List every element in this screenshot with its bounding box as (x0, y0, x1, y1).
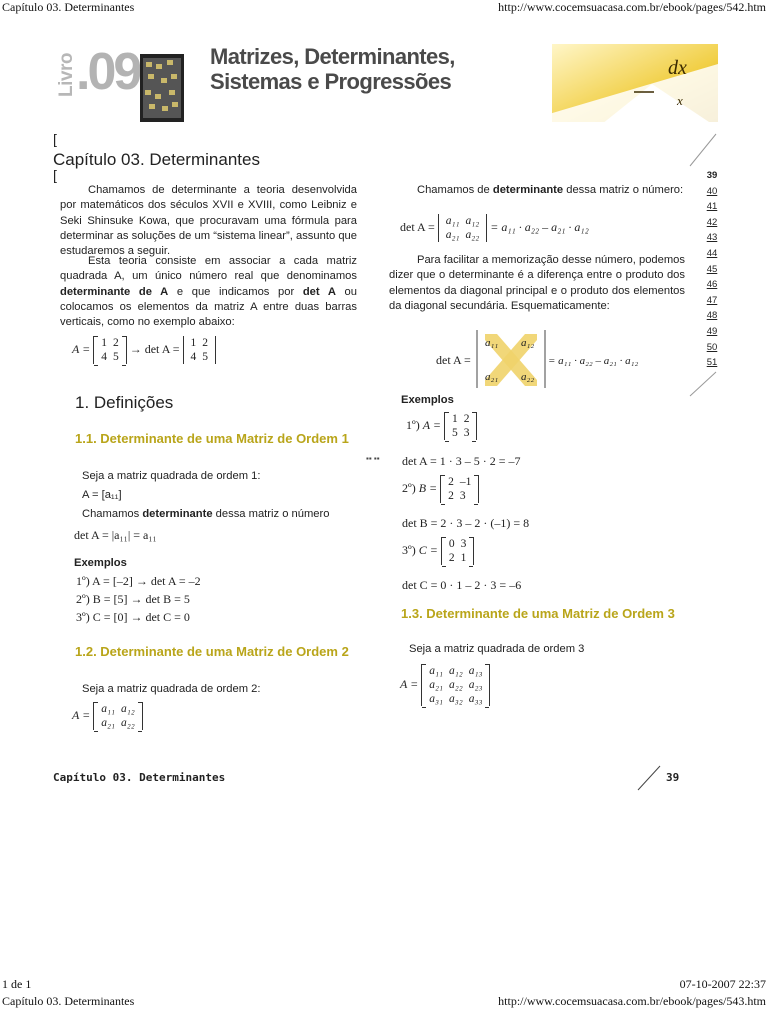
o3-a21: a₂₁ (429, 679, 443, 691)
page-link-44[interactable]: 44 (706, 247, 718, 259)
e3-matrix-brackets (441, 537, 475, 565)
order1-formula: det A = |a₁₁| = a₁₁ (74, 528, 157, 542)
page-nav-link (697, 324, 727, 340)
banner-dx-text: dx (668, 57, 687, 79)
page-link-48[interactable]: 48 (706, 310, 718, 322)
page-link-45[interactable]: 45 (706, 263, 718, 275)
book-label (54, 50, 77, 98)
ex-m11: 1 (101, 337, 107, 349)
order3-matrix-formula (400, 664, 490, 706)
book-title-line2: Sistemas e Progressões (210, 69, 452, 94)
scheme-lhs: det A = (436, 353, 471, 367)
order2-a21: a₂₁ (101, 717, 115, 729)
p2-bold-det: det A (302, 285, 336, 298)
scheme-a22: a₂₂ (521, 371, 535, 383)
p2-text-c: e que indicamos por (168, 285, 303, 298)
e2-lhs: B = (418, 480, 438, 495)
order3-matrix-brackets (421, 664, 490, 706)
order2-a12: a₁₂ (120, 703, 135, 715)
p2-text-a: Esta teoria consiste em associar a cada matriz quadrada A, um único número real que denominamos (60, 255, 357, 283)
e3-m11: 0 (448, 538, 455, 550)
scheme-diagram (475, 328, 547, 390)
page-link-46[interactable]: 46 (706, 279, 718, 291)
banner-x-text: x (677, 93, 683, 108)
page-nav-link (697, 199, 727, 215)
page-nav-current: 39 (706, 170, 718, 181)
p2-text-e: ou colocamos os elementos da matriz A entre duas barras verticais, como no exemplo abaixo: (60, 285, 357, 329)
order1-matrix: A = [a₁₁] (82, 489, 122, 501)
footer-slash-icon (636, 764, 662, 792)
e3-lhs: C = (418, 542, 438, 557)
e2-label: 2º) (402, 480, 416, 495)
o3-a32: a₃₂ (448, 693, 463, 705)
example-2-matrix (402, 475, 479, 503)
o3-a11: a₁₁ (429, 665, 443, 677)
page-link-40[interactable]: 40 (706, 185, 718, 197)
order2-lhs: A = (72, 707, 91, 722)
print-page-count: 1 de 1 (2, 977, 32, 991)
o3-a31: a₃₁ (429, 693, 443, 705)
det-a11: a₁₁ (445, 215, 460, 227)
banner-math-image (522, 44, 718, 124)
ex-lhs: A = (72, 341, 91, 356)
e2-m12: –1 (459, 476, 472, 488)
scheme-rhs: = a₁₁ · a₂₂ – a₂₁ · a₁₂ (548, 355, 639, 367)
order2-a11: a₁₁ (101, 703, 115, 715)
o3-a13: a₁₃ (468, 665, 483, 677)
print-next-url[interactable]: http://www.cocemsuacasa.com.br/ebook/pages/543.htm (498, 994, 766, 1008)
page-nav-link (697, 293, 727, 309)
ex-d12: 2 (202, 337, 208, 349)
order2-matrix-formula (72, 702, 143, 730)
e1-m12: 2 (463, 413, 470, 425)
chapter-title: Capítulo 03. Determinantes (53, 150, 260, 169)
o3-a23: a₂₃ (468, 679, 483, 691)
e2-m21: 2 (448, 490, 454, 502)
page-link-47[interactable]: 47 (706, 294, 718, 306)
order2-intro: Seja a matriz quadrada de ordem 2: (82, 683, 261, 695)
e1-matrix-brackets (444, 412, 478, 440)
order2-det-formula (400, 214, 589, 242)
footer-page-number: 39 (666, 771, 680, 784)
e2-m11: 2 (448, 476, 454, 488)
e2-matrix-brackets (440, 475, 479, 503)
det-a12: a₁₂ (465, 215, 480, 227)
ex-mid: → det A = (129, 341, 180, 356)
page-nav-link (697, 184, 727, 200)
order1-example-3: 3º) C = [0] → det C = 0 (76, 610, 190, 624)
order2-a22: a₂₂ (120, 717, 135, 729)
page-nav-link (697, 277, 727, 293)
intro-paragraph-2 (60, 254, 357, 330)
scheme-a21: a₂₁ (485, 371, 499, 383)
heading-definitions: 1. Definições (75, 393, 174, 412)
rp1-bold: determinante (492, 184, 564, 196)
footer-chapter-title: Capítulo 03. Determinantes (53, 771, 226, 784)
e3-m22: 1 (460, 552, 467, 564)
e1-lhs: A = (422, 417, 441, 432)
book-number: .09 (76, 43, 140, 101)
order1-def-a: Chamamos (82, 508, 143, 520)
page-nav-link (697, 215, 727, 231)
example-2-result: det B = 2 · 3 – 2 · (–1) = 8 (402, 516, 530, 530)
right-paragraph-2: Para facilitar a memorização desse número, podemos dizer que o determinante é a diferença entre o produto dos elementos da diagonal principal e o produto dos elementos da diagonal secundária. Esquematicamente: (389, 254, 686, 312)
example-3-result: det C = 0 · 1 – 2 · 3 = –6 (402, 578, 522, 592)
example-1-result: det A = 1 · 3 – 5 · 2 = –7 (402, 454, 521, 468)
det-lhs: det A = (400, 219, 435, 234)
bracket-marker-top: [ (53, 131, 57, 147)
page-link-51[interactable]: 51 (706, 357, 718, 369)
ex-d22: 5 (202, 351, 208, 363)
example-1-matrix (406, 412, 477, 440)
e3-label: 3º) (402, 542, 416, 557)
order1-intro: Seja a matriz quadrada de ordem 1: (82, 470, 261, 482)
ex-m22: 5 (112, 351, 119, 363)
page-link-41[interactable]: 41 (706, 201, 718, 213)
ex-matrix-bars (183, 336, 217, 364)
print-timestamp: 07-10-2007 22:37 (679, 977, 766, 991)
bracket-marker-bottom: [ (53, 167, 57, 183)
rp1-c: dessa matriz o número: (563, 184, 684, 196)
e1-m22: 3 (463, 427, 470, 439)
page-nav-link (697, 230, 727, 246)
right-paragraph-1 (389, 183, 685, 198)
e2-m22: 3 (459, 490, 466, 502)
example-3-matrix (402, 537, 474, 565)
intro-paragraph-1: Chamamos de determinante a teoria desenvolvida por matemáticos dos séculos XVII e XVIII, como Leibniz e Seki Shinsuke Kowa, que procuravam uma fórmula para determinar as soluções de um “sistema linear”, assunto que estudaremos a seguir. (60, 184, 357, 258)
nav-bottom-decoration (686, 370, 720, 400)
page-link-42[interactable]: 42 (706, 216, 718, 228)
det-a21: a₂₁ (445, 229, 460, 241)
det-a22: a₂₂ (465, 229, 480, 241)
page-nav-link (697, 340, 727, 356)
e1-m11: 1 (451, 413, 458, 425)
ex-m21: 4 (101, 351, 107, 363)
order3-lhs: A = (400, 676, 419, 691)
order1-examples-heading: Exemplos (74, 557, 127, 569)
book-label-text: Livro (56, 53, 77, 97)
rp1-a: Chamamos de (417, 184, 493, 196)
order1-example-1: 1º) A = [–2] → det A = –2 (76, 574, 201, 588)
book-title-line1: Matrizes, Determinantes, (210, 44, 455, 69)
det-matrix-bars (438, 214, 488, 242)
order1-example-2: 2º) B = [5] → det B = 5 (76, 592, 190, 606)
ex-d21: 4 (190, 351, 197, 363)
o3-a33: a₃₃ (468, 693, 483, 705)
print-header-title: Capítulo 03. Determinantes (2, 0, 135, 14)
e3-m12: 3 (460, 538, 467, 550)
o3-a12: a₁₂ (448, 665, 463, 677)
scheme-a12: a₁₂ (521, 337, 535, 349)
order3-intro: Seja a matriz quadrada de ordem 3 (409, 643, 585, 655)
order1-def-c: dessa matriz o número (212, 508, 330, 520)
heading-order-1: 1.1. Determinante de uma Matriz de Ordem 1 (75, 431, 349, 446)
order2-matrix-brackets (93, 702, 143, 730)
order1-def-bold: determinante (142, 508, 213, 520)
page-link-50[interactable]: 50 (706, 341, 718, 353)
ex-d11: 1 (190, 337, 197, 349)
page-link-43[interactable]: 43 (706, 232, 718, 244)
scheme-a11: a₁₁ (485, 337, 499, 349)
page-navigation (697, 168, 727, 371)
page-nav-link (697, 262, 727, 278)
abacus-image (134, 50, 190, 126)
p2-bold-det-a: determinante de A (60, 285, 169, 298)
page-nav-link (697, 355, 727, 371)
order1-def (82, 508, 329, 520)
ex-matrix-brackets (93, 336, 127, 364)
book-title (210, 44, 455, 94)
heading-order-2: 1.2. Determinante de uma Matriz de Ordem 2 (75, 644, 349, 659)
right-examples-heading: Exemplos (401, 394, 454, 406)
page-nav-link (697, 246, 727, 262)
heading-order-3: 1.3. Determinante de uma Matriz de Ordem 3 (401, 606, 675, 621)
nav-top-decoration (686, 130, 720, 170)
page-link-49[interactable]: 49 (706, 325, 718, 337)
o3-a22: a₂₂ (448, 679, 463, 691)
ex-m12: 2 (112, 337, 119, 349)
page-nav-link (697, 308, 727, 324)
det-rhs: = a₁₁ · a₂₂ – a₂₁ · a₁₂ (490, 219, 589, 234)
e1-m21: 5 (451, 427, 458, 439)
print-header-url[interactable]: http://www.cocemsuacasa.com.br/ebook/pages/542.htm (498, 0, 766, 14)
e3-m21: 2 (448, 552, 455, 564)
column-marker: ▪▪ ▪▪ (366, 454, 380, 463)
print-next-title: Capítulo 03. Determinantes (2, 994, 135, 1008)
e1-label: 1º) (406, 417, 420, 432)
intro-example-formula (72, 336, 216, 364)
